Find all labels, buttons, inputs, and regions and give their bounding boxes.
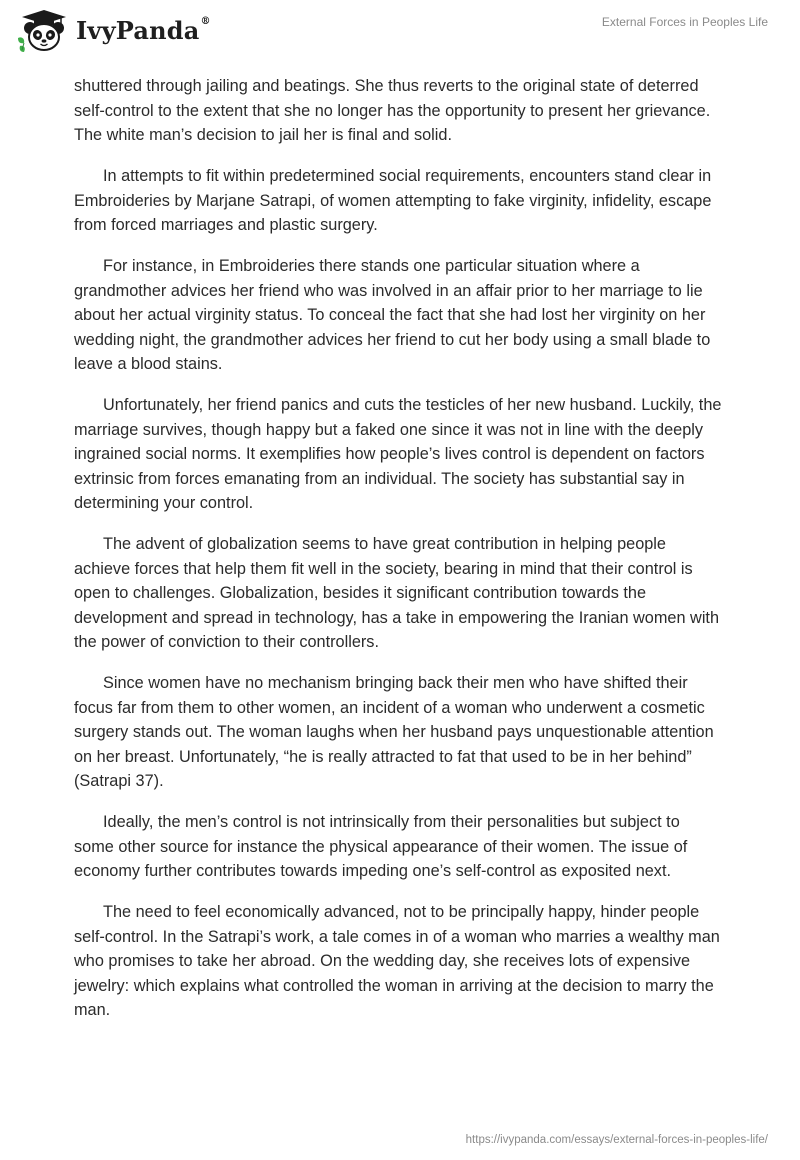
document-title: External Forces in Peoples Life — [601, 15, 768, 29]
source-url[interactable]: https://ivypanda.com/essays/external-forces-in-peoples-life/ — [465, 1134, 768, 1146]
paragraph: Unfortunately, her friend panics and cuts the testicles of her new husband. Luckily, the marriage survives, though happy but a faked one since it was not in line with the deeply ingrained social norms. It exemplifies how people’s lives control is dependent on factors extrinsic from forces emanating from an individual. The society has substantial say in determining your control. — [74, 396, 722, 512]
logo-wordmark: IvyPanda® — [76, 16, 211, 45]
paragraph: For instance, in Embroideries there stands one particular situation where a grandmother advices her friend who was involved in an affair prior to her marriage to lie about her actual virginity status. To conceal the fact that she had lost her virginity on her wedding night, the grandmother advices her friend to cut her body using a small blade to leave a blood stains. — [74, 257, 711, 373]
ivypanda-logo[interactable] — [14, 8, 211, 54]
paragraph: Ideally, the men’s control is not intrinsically from their personalities but subject to some other source for instance the physical appearance of their women. The issue of economy further contributes towards impeding one’s self-control as exposited next. — [74, 813, 688, 880]
paragraph: The advent of globalization seems to have great contribution in helping people achieve forces that help them fit well in the society, bearing in mind that their control is open to challenges. Globalization, besides it significant contribution towards the development and spread in technology, has a take in empowering the Iranian women with the power of conviction to their controllers. — [74, 535, 720, 651]
paragraph: shuttered through jailing and beatings. She thus reverts to the original state of deterred self-control to the extent that she no longer has the opportunity to present her grievance. The white man’s decision to jail her is final and solid. — [74, 77, 711, 144]
essay-body — [74, 74, 724, 1039]
page-header — [0, 0, 800, 62]
paragraph: The need to feel economically advanced, not to be principally happy, hinder people self-control. In the Satrapi’s work, a tale comes in of a woman who marries a wealthy man who promises to take her abroad. On the wedding day, she receives lots of expensive jewelry: which explains what controlled the woman in arriving at the decision to marry the man. — [74, 903, 720, 1019]
paragraph: Since women have no mechanism bringing back their men who have shifted their focus far from them to other women, an incident of a woman who underwent a cosmetic surgery stands out. The woman laughs when her husband pays unquestionable attention on her breast. Unfortunately, “he is really attracted to fat that used to be in her behind” (Satrapi 37). — [74, 674, 714, 790]
panda-graduate-icon — [14, 8, 72, 54]
paragraph: In attempts to fit within predetermined social requirements, encounters stand clear in Embroideries by Marjane Satrapi, of women attempting to fake virginity, infidelity, escape from forced marriages and plastic surgery. — [74, 167, 712, 234]
